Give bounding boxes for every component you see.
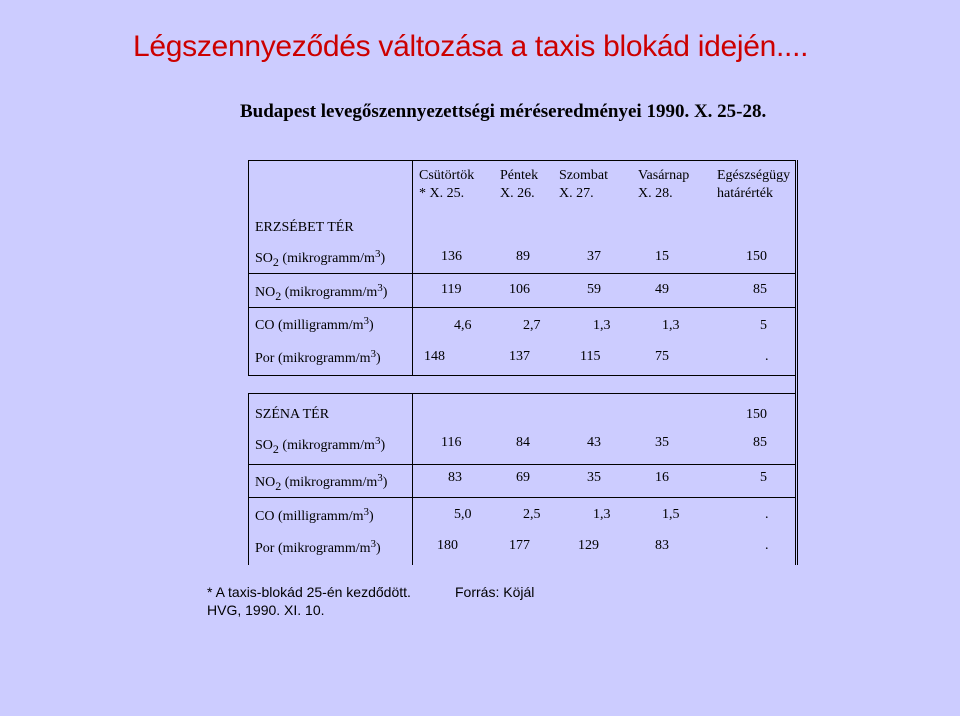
col-header-sunday: Vasárnap X. 28.	[638, 168, 690, 201]
row-label-so2: SO2 $(mikrogramm/m^3)$	[255, 435, 386, 456]
row-label-por: Por $(mikrogramm/m^3)$	[255, 538, 381, 556]
table-left-border	[248, 393, 249, 565]
cell: 5	[760, 470, 767, 485]
col-header-limit: Egészségügy határérték	[717, 168, 791, 201]
label-column-divider	[412, 393, 413, 565]
cell: 1,3	[593, 507, 611, 522]
label-column-divider	[412, 160, 413, 376]
cell: 1,5	[662, 507, 680, 522]
row-label-co: CO $(milligramm/m^3)$	[255, 506, 374, 524]
section1-bottom-border	[248, 375, 796, 376]
cell: 106	[509, 282, 530, 297]
row-label-so2: SO2 $(mikrogramm/m^3)$	[255, 248, 386, 269]
table-right-shadow	[797, 160, 798, 565]
row-label-no2: NO2 $(mikrogramm/m^3)$	[255, 472, 388, 493]
cell: 4,6	[454, 318, 472, 333]
cell: 1,3	[662, 318, 680, 333]
row-divider	[248, 497, 796, 498]
row-divider	[248, 307, 796, 308]
table-caption: Budapest levegőszennyezettségi méréseredményei 1990. X. 25-28.	[240, 101, 767, 122]
cell: 5	[760, 318, 767, 333]
row-label-por: Por $(mikrogramm/m^3)$	[255, 348, 381, 366]
cell: 84	[516, 435, 530, 450]
cell: 85	[753, 282, 767, 297]
cell: 119	[441, 282, 462, 297]
section2-top-border	[248, 393, 796, 394]
cell: 43	[587, 435, 601, 450]
cell: 177	[509, 538, 530, 553]
cell: 15	[655, 249, 669, 264]
cell: 136	[441, 249, 462, 264]
row-divider	[248, 273, 796, 274]
cell: 129	[578, 538, 599, 553]
cell: 49	[655, 282, 669, 297]
cell: .	[765, 507, 769, 522]
cell: 5,0	[454, 507, 472, 522]
cell: 148	[424, 349, 445, 364]
row-divider	[248, 464, 796, 465]
cell: .	[765, 349, 769, 364]
cell: 59	[587, 282, 601, 297]
cell: 150	[746, 249, 767, 264]
cell: 83	[655, 538, 669, 553]
col-header-thursday: Csütörtök * X. 25.	[419, 168, 475, 201]
col-header-saturday: Szombat X. 27.	[559, 168, 608, 201]
cell: 16	[655, 470, 669, 485]
cell: 35	[587, 470, 601, 485]
cell: 37	[587, 249, 601, 264]
cell: 75	[655, 349, 669, 364]
table-top-border	[248, 160, 796, 161]
cell: 85	[753, 435, 767, 450]
cell: 150	[746, 407, 767, 422]
cell: 2,7	[523, 318, 541, 333]
cell: 2,5	[523, 507, 541, 522]
section-title-szena-ter: SZÉNA TÉR	[255, 407, 330, 422]
row-label-co: CO $(milligramm/m^3)$	[255, 315, 374, 333]
cell: .	[765, 538, 769, 553]
page-title: Légszennyeződés változása a taxis blokád idején....	[133, 30, 809, 63]
cell: 89	[516, 249, 530, 264]
cell: 83	[448, 470, 462, 485]
col-header-friday: Péntek X. 26.	[500, 168, 539, 201]
row-label-no2: NO2 $(mikrogramm/m^3)$	[255, 282, 388, 303]
cell: 35	[655, 435, 669, 450]
cell: 115	[580, 349, 601, 364]
cell: 1,3	[593, 318, 611, 333]
section-title-erzsebet-ter: ERZSÉBET TÉR	[255, 220, 354, 235]
table-right-border	[795, 160, 796, 565]
cell: 116	[441, 435, 462, 450]
cell: 137	[509, 349, 530, 364]
source-note: Forrás: Köjál	[455, 584, 535, 600]
footnote: * A taxis-blokád 25-én kezdődött. HVG, 1990. XI. 10.	[207, 584, 411, 618]
table-left-border	[248, 160, 249, 376]
cell: 180	[437, 538, 458, 553]
cell: 69	[516, 470, 530, 485]
